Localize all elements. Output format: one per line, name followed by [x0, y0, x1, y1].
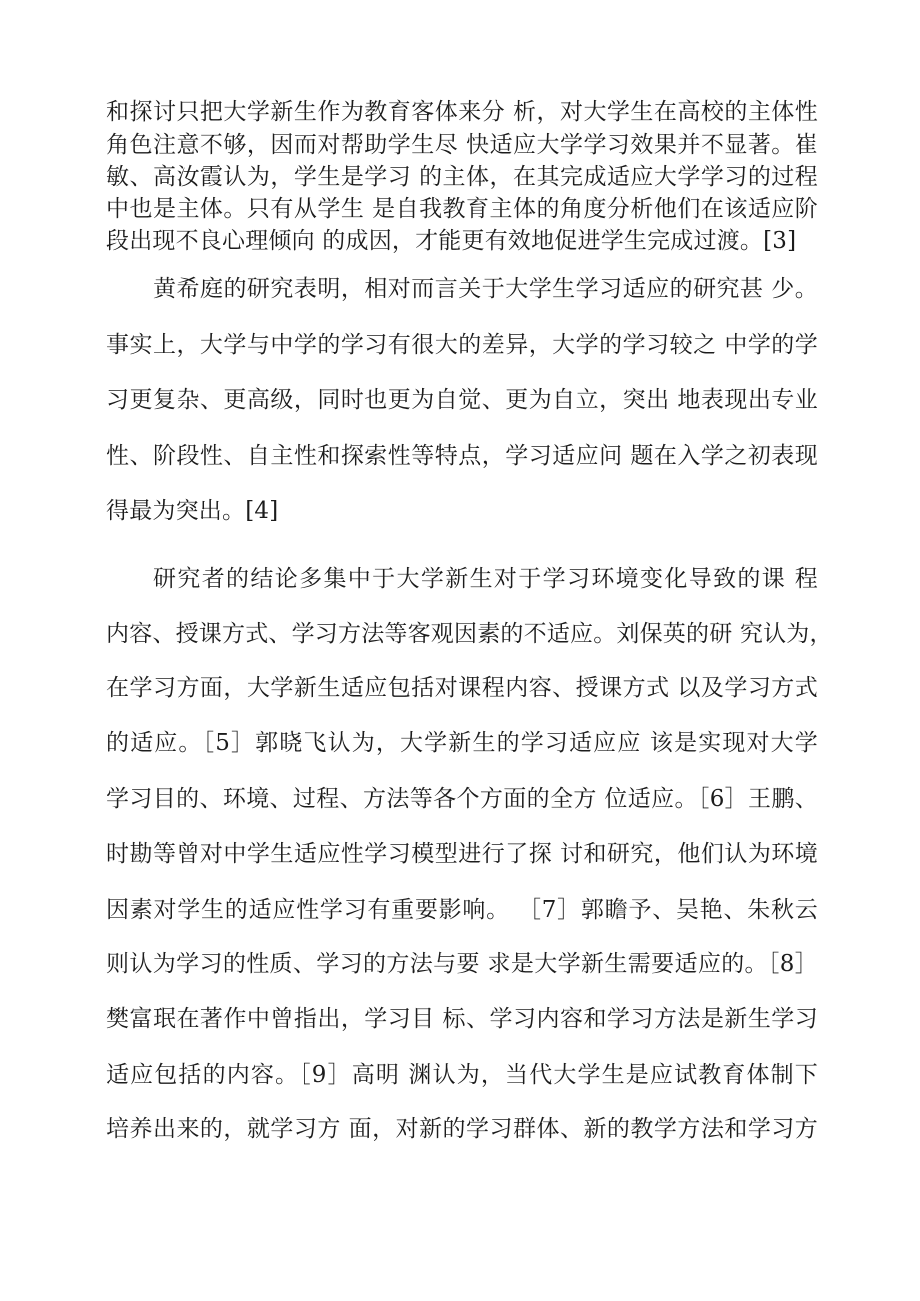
text-line: 黄希庭的研究表明，相对而言关于大学生学习适应的研究甚 少。 [153, 276, 818, 302]
text-line: 得最为突出。[4] [106, 498, 279, 524]
text-line: 和探讨只把大学新生作为教育客体来分 析，对大学生在高校的主体性 [106, 99, 818, 125]
text-line: 敏、高汝霞认为，学生是学习 的主体，在其完成适应大学学习的过程 [106, 164, 818, 190]
text-line: 研究者的结论多集中于大学新生对于学习环境变化导致的课 程 [153, 566, 818, 592]
text-line: 内容、授课方式、学习方法等客观因素的不适应。刘保英的研 究认为， [106, 621, 833, 647]
text-line: 则认为学习的性质、学习的方法与要 求是大学新生需要适应的。［8］ [106, 951, 818, 977]
text-line: 的适应。［5］郭晓飞认为，大学新生的学习适应应 该是实现对大学 [106, 730, 818, 756]
text-line: 性、阶段性、自主性和探索性等特点，学习适应问 题在入学之初表现 [106, 443, 818, 469]
text-line: 因素对学生的适应性学习有重要影响。 ［7］郭瞻予、吴艳、朱秋云 [106, 897, 818, 923]
text-line: 适应包括的内容。［9］高明 渊认为，当代大学生是应试教育体制下 [106, 1062, 818, 1088]
text-line: 在学习方面，大学新生适应包括对课程内容、授课方式 以及学习方式 [106, 675, 818, 701]
text-line: 习更复杂、更高级，同时也更为自觉、更为自立，突出 地表现出专业 [106, 387, 818, 413]
text-line: 事实上，大学与中学的学习有很大的差异，大学的学习较之 中学的学 [106, 332, 818, 358]
text-line: 培养出来的，就学习方 面，对新的学习群体、新的教学方法和学习方 [106, 1116, 818, 1142]
text-line: 时勘等曾对中学生适应性学习模型进行了探 讨和研究，他们认为环境 [106, 841, 818, 867]
text-line: 樊富珉在著作中曾指出，学习目 标、学习内容和学习方法是新生学习 [106, 1006, 818, 1032]
text-line: 学习目的、环境、过程、方法等各个方面的全方 位适应。［6］王鹏、 [106, 786, 818, 812]
text-line: 段出现不良心理倾向 的成因，才能更有效地促进学生完成过渡。[3] [106, 228, 797, 254]
text-line: 角色注意不够，因而对帮助学生尽 快适应大学学习效果并不显著。崔 [106, 132, 818, 158]
text-line: 中也是主体。只有从学生 是自我教育主体的角度分析他们在该适应阶 [106, 196, 818, 222]
